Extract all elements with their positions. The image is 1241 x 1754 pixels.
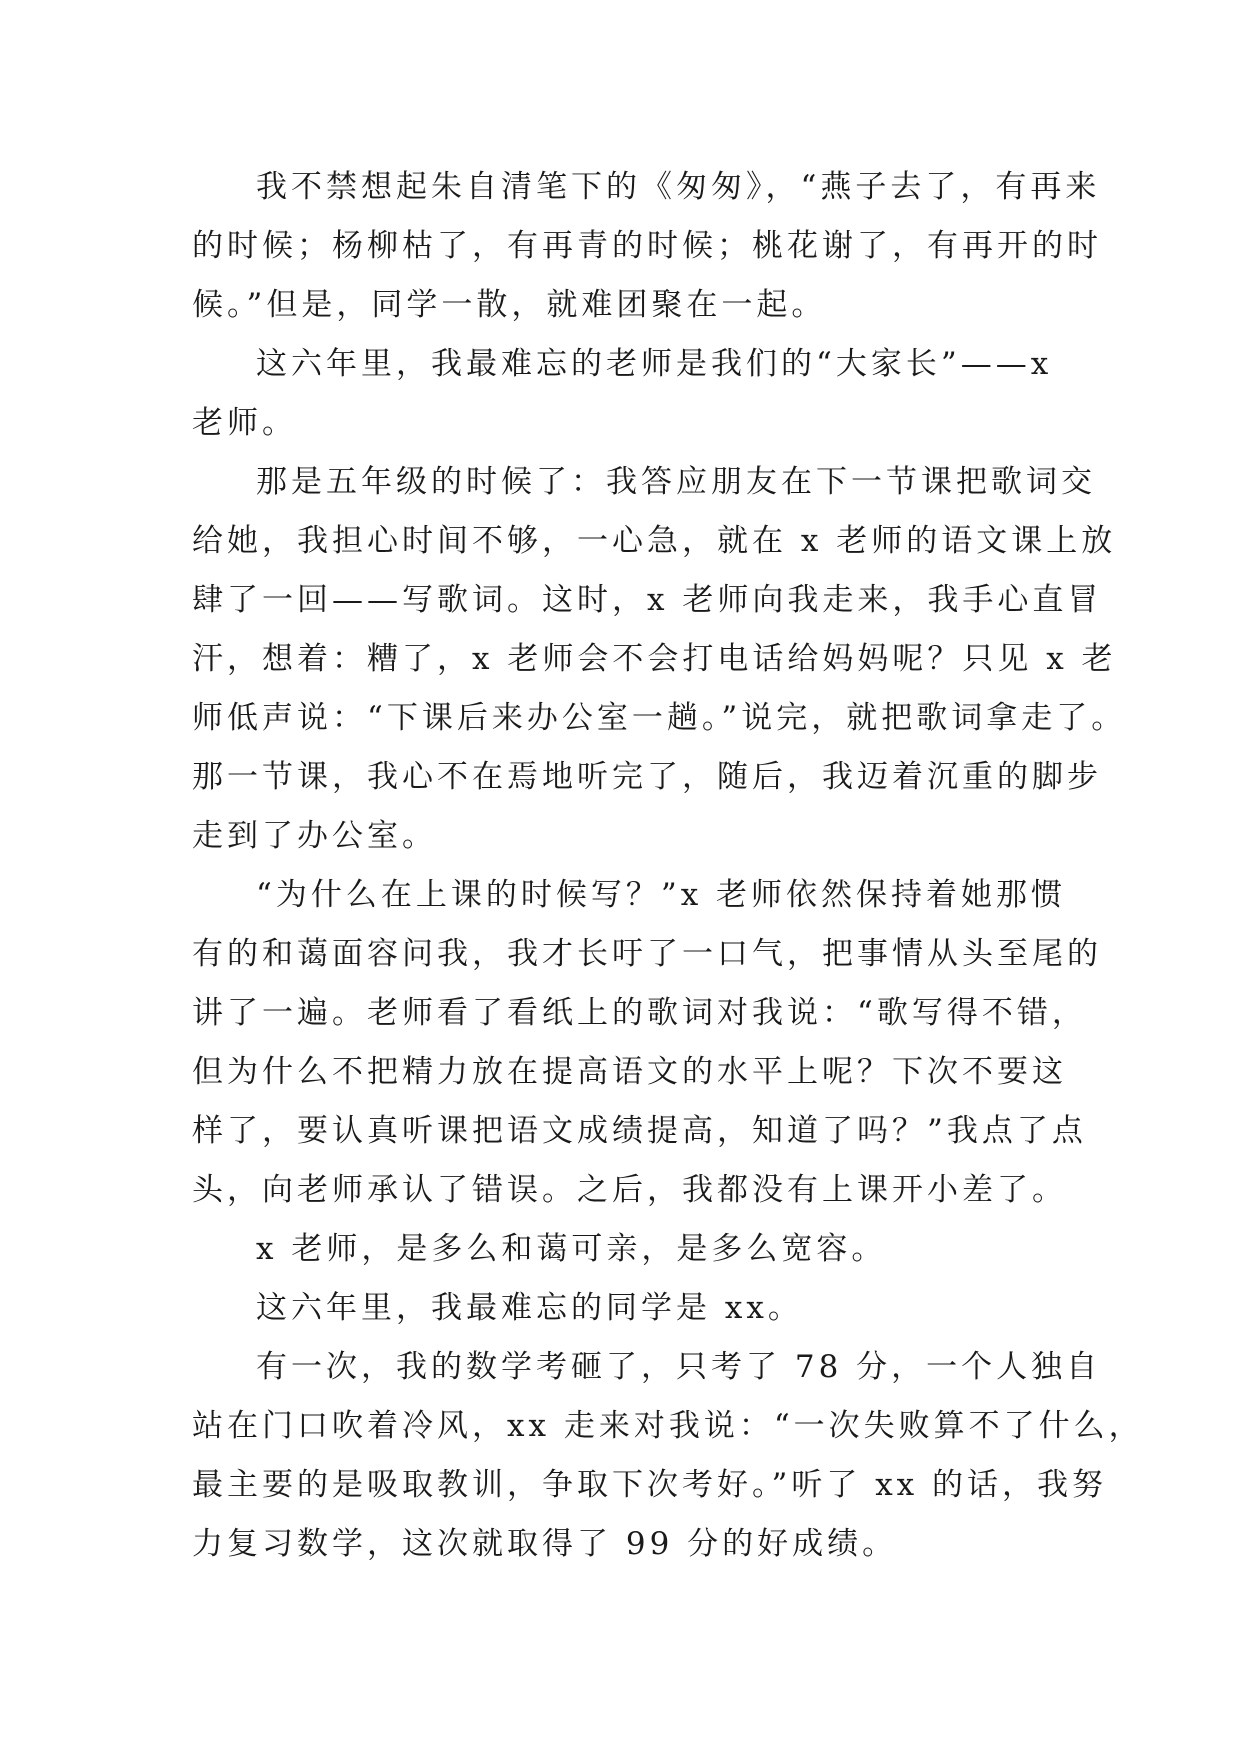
text-line: 最主要的是吸取教训，争取下次考好。”听了 xx 的话，我努 bbox=[192, 1467, 1108, 1503]
text-line: 但为什么不把精力放在提高语文的水平上呢？下次不要这 bbox=[192, 1054, 1067, 1090]
text-line: 力复习数学，这次就取得了 99 分的好成绩。 bbox=[192, 1526, 898, 1562]
paragraph bbox=[192, 1220, 1052, 1279]
text-line: 有的和蔼面容问我，我才长吁了一口气，把事情从头至尾的 bbox=[192, 936, 1102, 972]
text-line: 这六年里，我最难忘的老师是我们的“大家长”——x bbox=[256, 346, 1053, 382]
text-line: 那一节课，我心不在焉地听完了，随后，我迈着沉重的脚步 bbox=[192, 759, 1102, 795]
paragraph bbox=[192, 1338, 1144, 1574]
paragraph bbox=[192, 866, 1102, 1220]
text-line: 头，向老师承认了错误。之后，我都没有上课开小差了。 bbox=[192, 1172, 1067, 1208]
text-line: x 老师，是多么和蔼可亲，是多么宽容。 bbox=[256, 1231, 887, 1267]
text-line: 我不禁想起朱自清笔下的《匆匆》，“燕子去了，有再来 bbox=[256, 169, 1101, 205]
text-line: 师低声说：“下课后来办公室一趟。”说完，就把歌词拿走了。 bbox=[192, 700, 1127, 736]
text-line: 站在门口吹着冷风，xx 走来对我说：“一次失败算不了什么， bbox=[192, 1408, 1144, 1444]
text-line: 老师。 bbox=[192, 405, 297, 441]
document-body bbox=[192, 158, 1144, 1574]
text-line: 这六年里，我最难忘的同学是 xx。 bbox=[256, 1290, 803, 1326]
text-line: 走到了办公室。 bbox=[192, 818, 437, 854]
text-line: 候。”但是，同学一散，就难团聚在一起。 bbox=[192, 287, 827, 323]
text-line: 给她，我担心时间不够，一心急，就在 x 老师的语文课上放 bbox=[192, 523, 1117, 559]
text-line: 汗，想着：糟了，x 老师会不会打电话给妈妈呢？只见 x 老 bbox=[192, 641, 1117, 677]
text-line: “为什么在上课的时候写？”x 老师依然保持着她那惯 bbox=[256, 877, 1067, 913]
paragraph bbox=[192, 335, 1052, 453]
text-line: 有一次，我的数学考砸了，只考了 78 分，一个人独自 bbox=[256, 1349, 1102, 1385]
text-line: 讲了一遍。老师看了看纸上的歌词对我说：“歌写得不错， bbox=[192, 995, 1087, 1031]
text-line: 的时候；杨柳枯了，有再青的时候；桃花谢了，有再开的时 bbox=[192, 228, 1102, 264]
paragraph bbox=[192, 453, 1127, 866]
text-line: 那是五年级的时候了：我答应朋友在下一节课把歌词交 bbox=[256, 464, 1096, 500]
paragraph bbox=[192, 1279, 1052, 1338]
text-line: 肆了一回——写歌词。这时，x 老师向我走来，我手心直冒 bbox=[192, 582, 1103, 618]
text-line: 样了，要认真听课把语文成绩提高，知道了吗？”我点了点 bbox=[192, 1113, 1087, 1149]
paragraph bbox=[192, 158, 1102, 335]
